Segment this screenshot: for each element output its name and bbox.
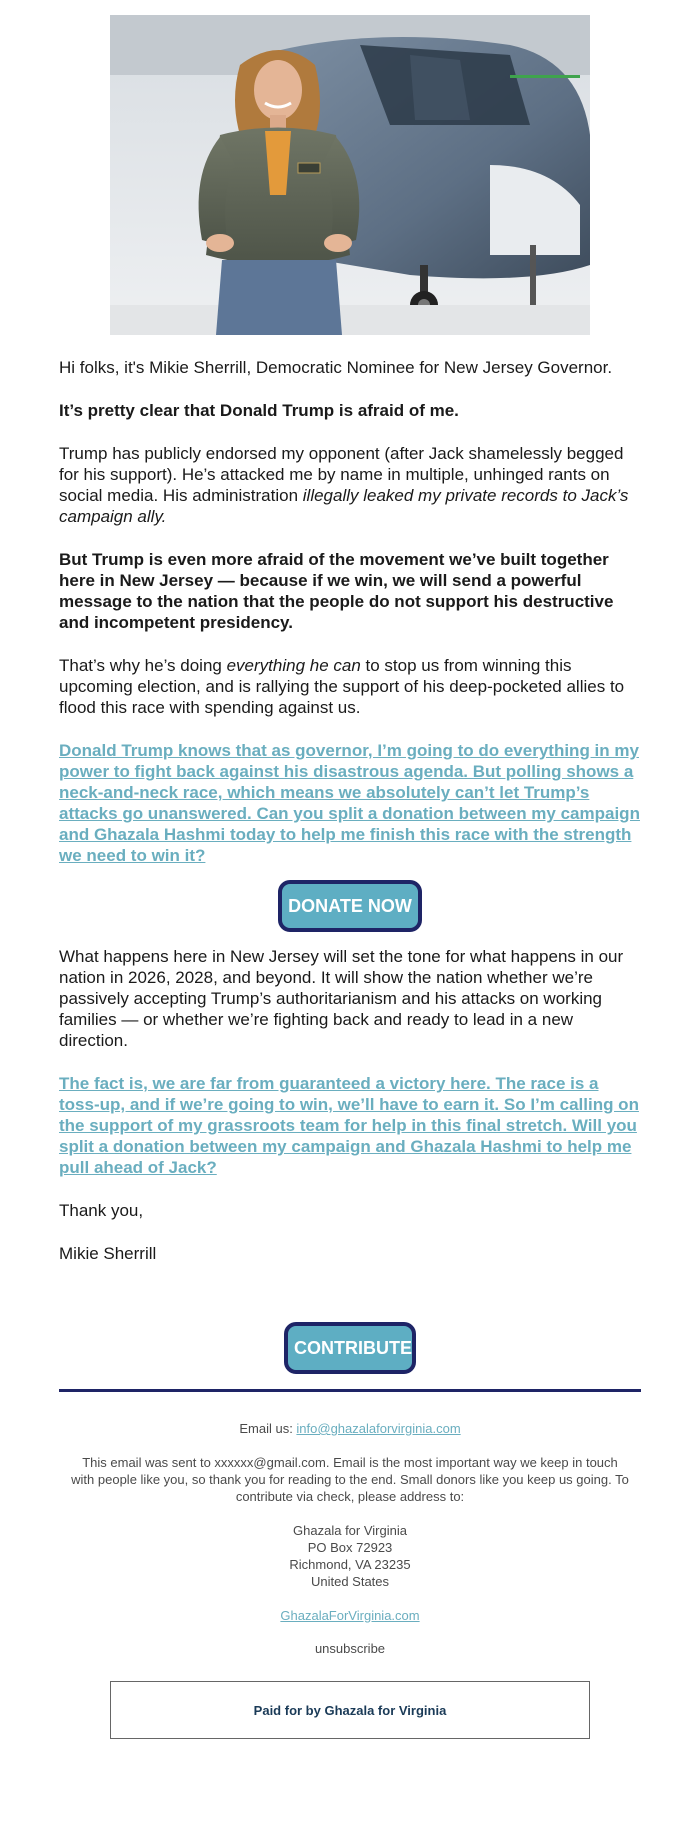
tone-paragraph: What happens here in New Jersey will set the tone for what happens in our nation in 2026, 2028, and beyond. It will show the nation whether we’re passively accepting Trump’s authoritarianism and his attacks on working families — or whether we’re fighting back and ready to lead in a new direction. <box>59 947 624 1050</box>
signature: Mikie Sherrill <box>59 1244 157 1263</box>
contribute-button-wrap <box>59 1322 641 1374</box>
donate-now-button[interactable]: DONATE NOW <box>278 880 422 932</box>
paid-for-disclaimer <box>110 1681 590 1739</box>
donate-button-wrap <box>59 866 641 932</box>
website-link[interactable]: GhazalaForVirginia.com <box>280 1608 420 1623</box>
email-body <box>59 357 641 1374</box>
endorsement-paragraph <box>59 443 641 527</box>
donation-appeal-link-2[interactable]: The fact is, we are far from guaranteed a victory here. The race is a toss-up, and if we’re going to win, we’ll have to earn it. So I’m calling on the support of my grassroots team for help in this final stretch. Will you split a donation between my campaign and Ghazala Hashmi to help me pull ahead of Jack? <box>59 1074 639 1177</box>
footer-divider <box>59 1389 641 1392</box>
spending-text-start: That’s why he’s doing <box>59 656 227 675</box>
address-line: Richmond, VA 23235 <box>289 1557 411 1572</box>
contact-email-link[interactable]: info@ghazalaforvirginia.com <box>296 1421 461 1436</box>
movement-paragraph: But Trump is even more afraid of the movement we’ve built together here in New Jersey — because if we win, we will send a powerful message to the nation that the people do not support his destructive and incompetent presidency. <box>59 550 614 632</box>
endorsement-text: Trump has publicly endorsed my opponent (after Jack shamelessly begged for his support). He’s attacked me by name in multiple, unhinged rants on social media. His administration <box>59 444 624 505</box>
website-line <box>70 1607 630 1624</box>
address-line: United States <box>310 1574 390 1589</box>
spending-text-end: to stop us from winning this upcoming election, and is rallying the support of his deep-pocketed allies to flood this race with spending against us. <box>59 656 625 717</box>
hero-photo-illustration <box>110 15 590 335</box>
address-line: Ghazala for Virginia <box>293 1523 407 1538</box>
contribute-button[interactable]: CONTRIBUTE <box>284 1322 416 1374</box>
leaked-records-emphasis: illegally leaked my private records to Jack’s campaign ally. <box>59 486 629 526</box>
email-footer <box>70 1420 630 1657</box>
hero-image <box>110 15 590 335</box>
unsubscribe-link[interactable]: unsubscribe <box>314 1641 386 1656</box>
paid-for-text: Paid for by Ghazala for Virginia <box>253 1702 447 1718</box>
email-page <box>0 15 700 1739</box>
trump-afraid-paragraph: It’s pretty clear that Donald Trump is afraid of me. <box>59 401 459 420</box>
footer-notice: This email was sent to xxxxxx@gmail.com. Email is the most important way we keep in touch with people like you, so thank you for reading to the end. Small donors like you keep us going. To contribute via check, please address to: <box>71 1455 629 1504</box>
email-us-label: Email us: <box>239 1421 297 1436</box>
donation-appeal-link-1[interactable]: Donald Trump knows that as governor, I’m going to do everything in my power to fight back against his disastrous agenda. But polling shows a neck-and-neck race, which means we absolutely can’t let Trump’s attacks go unanswered. Can you split a donation between my campaign and Ghazala Hashmi today to help me finish this race with the strength we need to win it? <box>59 741 640 865</box>
address-line: PO Box 72923 <box>307 1540 393 1555</box>
email-us-line <box>70 1420 630 1437</box>
mailing-address <box>70 1522 630 1590</box>
everything-emphasis: everything he can <box>226 656 361 675</box>
signoff: Thank you, <box>59 1201 144 1220</box>
unsubscribe-line <box>70 1640 630 1657</box>
greeting-paragraph: Hi folks, it's Mikie Sherrill, Democratic Nominee for New Jersey Governor. <box>59 358 613 377</box>
spending-paragraph <box>59 655 641 718</box>
